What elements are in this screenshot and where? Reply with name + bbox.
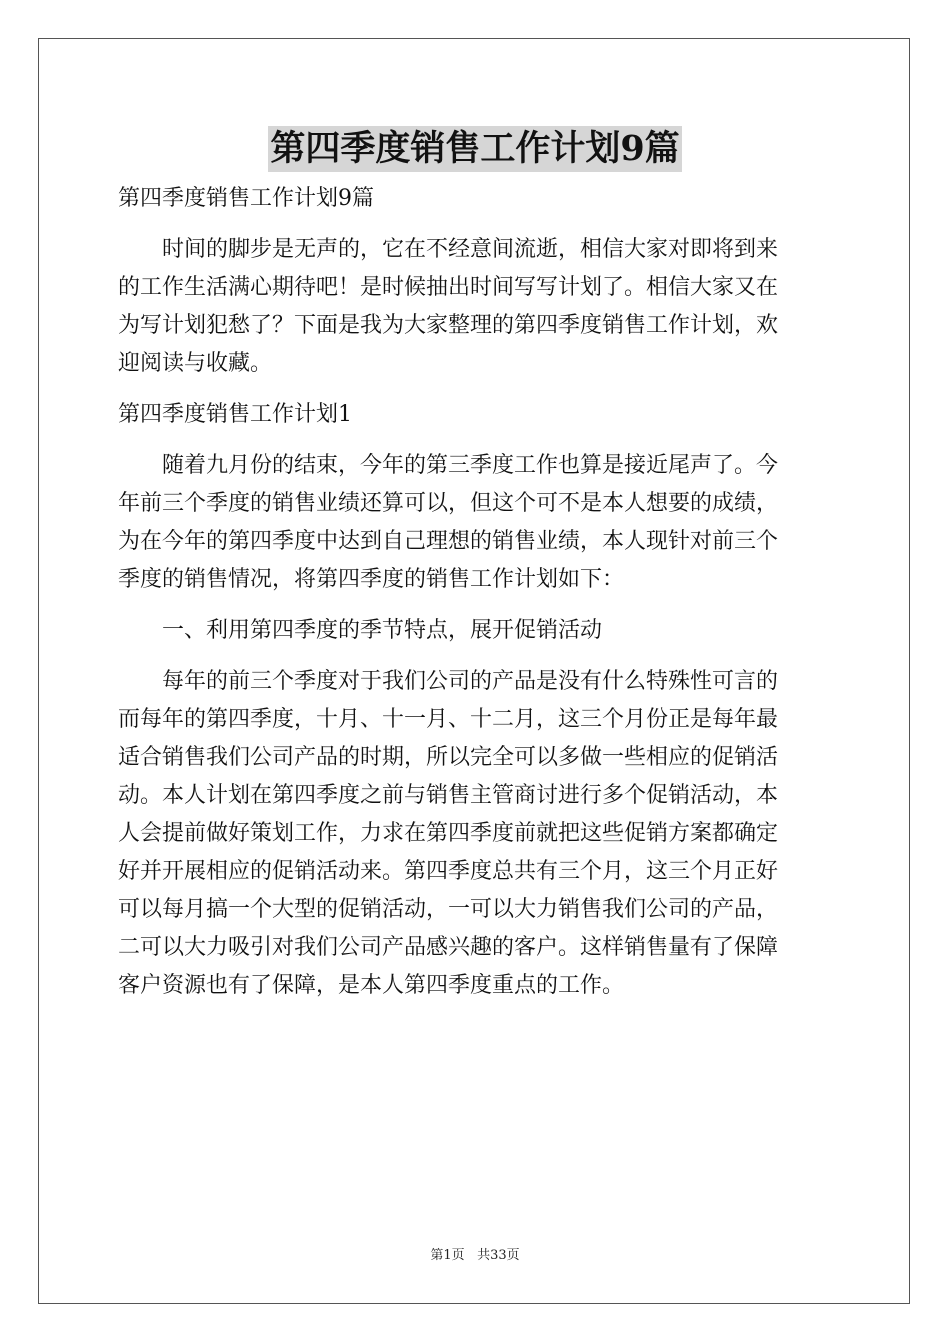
section-heading: 第四季度销售工作计划1: [118, 402, 352, 427]
text-line: 为在今年的第四季度中达到自己理想的销售业绩，本人现针对前三个: [118, 529, 779, 554]
text-line: 客户资源也有了保障，是本人第四季度重点的工作。: [118, 973, 625, 998]
list-item-heading: [118, 612, 834, 650]
page-number: 第1页: [430, 1248, 465, 1263]
text-line: 动。本人计划在第四季度之前与销售主管商讨进行多个促销活动，本: [118, 783, 779, 808]
document-title: 第四季度销售工作计划9篇: [268, 126, 681, 172]
page-total: 共33页: [477, 1248, 520, 1263]
text-line: 而每年的第四季度，十月、十一月、十二月，这三个月份正是每年最: [118, 707, 779, 732]
section-paragraph: [118, 663, 834, 1005]
text-line: 季度的销售情况，将第四季度的销售工作计划如下：: [118, 567, 625, 592]
text-line: 迎阅读与收藏。: [118, 351, 273, 376]
page-footer: [0, 1247, 950, 1265]
text-line: 一、利用第四季度的季节特点，展开促销活动: [162, 618, 603, 643]
document-body: [118, 180, 834, 1005]
text-line: 年前三个季度的销售业绩还算可以，但这个可不是本人想要的成绩，: [118, 491, 779, 516]
text-line: 适合销售我们公司产品的时期，所以完全可以多做一些相应的促销活: [118, 745, 779, 770]
text-line: 可以每月搞一个大型的促销活动，一可以大力销售我们公司的产品，: [118, 897, 779, 922]
document-subtitle: 第四季度销售工作计划9篇: [118, 186, 374, 211]
text-line: 为写计划犯愁了？下面是我为大家整理的第四季度销售工作计划，欢: [118, 313, 779, 338]
text-line: 人会提前做好策划工作，力求在第四季度前就把这些促销方案都确定: [118, 821, 779, 846]
text-line: 随着九月份的结束，今年的第三季度工作也算是接近尾声了。今: [162, 453, 779, 478]
text-line: 好并开展相应的促销活动来。第四季度总共有三个月，这三个月正好: [118, 859, 779, 884]
text-line: 的工作生活满心期待吧！是时候抽出时间写写计划了。相信大家又在: [118, 275, 779, 300]
title-container: [0, 126, 950, 172]
text-line: 二可以大力吸引对我们公司产品感兴趣的客户。这样销售量有了保障: [118, 935, 779, 960]
section-paragraph: [118, 447, 834, 599]
text-line: 每年的前三个季度对于我们公司的产品是没有什么特殊性可言的: [162, 669, 779, 694]
text-line: 时间的脚步是无声的，它在不经意间流逝，相信大家对即将到来: [162, 237, 779, 262]
intro-paragraph: [118, 231, 834, 383]
